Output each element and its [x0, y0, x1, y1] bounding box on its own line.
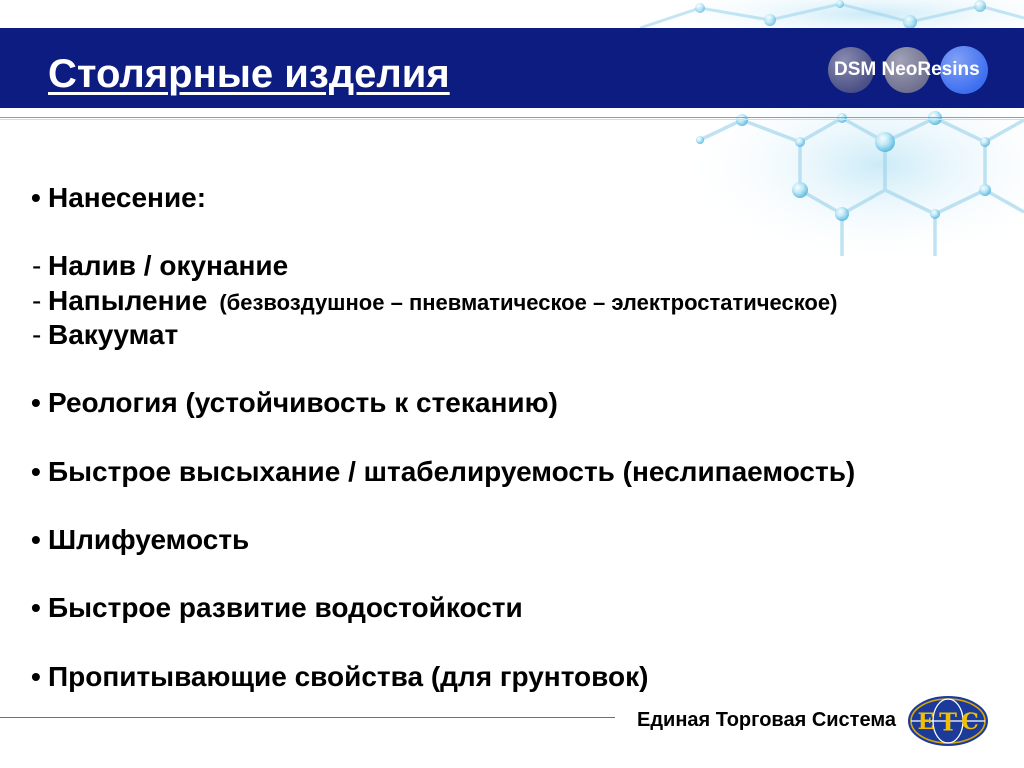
- bullet-text: Быстрое развитие водостойкости: [48, 592, 523, 624]
- header-divider: [0, 117, 1024, 118]
- sub-item-note: (безвоздушное – пневматическое – электростатическое): [219, 289, 838, 315]
- bullet-item: [0, 455, 1000, 489]
- bullet-text: Нанесение:: [48, 182, 207, 213]
- bullet-item: [0, 591, 1000, 625]
- bullet-marker: •: [31, 592, 41, 624]
- molecule-atom: [764, 14, 776, 26]
- dash-marker: -: [32, 250, 42, 282]
- sub-item: [0, 318, 1000, 352]
- molecule-atom: [928, 111, 942, 125]
- molecule-atom: [695, 3, 705, 13]
- sub-item-text-group: [48, 284, 837, 320]
- sub-item-text: Вакуумат: [48, 318, 179, 350]
- slide-title: Столярные изделия: [48, 52, 450, 96]
- dash-marker: -: [32, 318, 42, 350]
- sub-item-text: Налив / окунание: [48, 250, 289, 282]
- logo-letter-c: С: [961, 709, 979, 735]
- bullet-text: Реология (устойчивость к стеканию): [48, 387, 558, 419]
- molecule-atom: [736, 114, 748, 126]
- header-divider-light: [0, 119, 1024, 120]
- footer-company-name: Единая Торговая Система: [637, 709, 896, 731]
- bullet-marker: •: [31, 523, 41, 555]
- bullet-text: Шлифуемость: [48, 523, 250, 555]
- molecule-atom: [696, 136, 704, 144]
- dash-marker: -: [32, 284, 42, 316]
- bullet-marker: •: [31, 660, 41, 692]
- bullet-item: [0, 523, 1000, 557]
- bullet-item: [0, 386, 1000, 420]
- logo-letter-t: Т: [939, 707, 957, 737]
- bullet-text: Пропитывающие свойства (для грунтовок): [48, 660, 649, 692]
- molecule-atom: [974, 0, 986, 12]
- molecule-atom: [836, 0, 844, 8]
- company-logo: [905, 693, 991, 749]
- bullet-marker: •: [31, 182, 41, 213]
- bullet-marker: •: [31, 387, 41, 419]
- sub-item: [0, 284, 1000, 318]
- molecule-atom: [875, 132, 895, 152]
- sub-item: [0, 249, 1000, 283]
- logo-letter-e: Е: [917, 709, 935, 735]
- bullet-item: [0, 181, 1000, 215]
- bullet-item: [0, 660, 1000, 694]
- footer-divider: [0, 717, 615, 718]
- bullet-marker: •: [31, 455, 41, 487]
- molecule-atom: [795, 137, 805, 147]
- molecule-atom: [837, 113, 847, 123]
- brand-logo-text: DSM NeoResins: [834, 59, 980, 80]
- molecule-atom: [980, 137, 990, 147]
- bullet-text: Быстрое высыхание / штабелируемость (неслипаемость): [48, 455, 856, 487]
- sub-item-text: Напыление: [48, 284, 208, 316]
- content-list: [0, 181, 1000, 694]
- molecule-atom: [903, 15, 917, 29]
